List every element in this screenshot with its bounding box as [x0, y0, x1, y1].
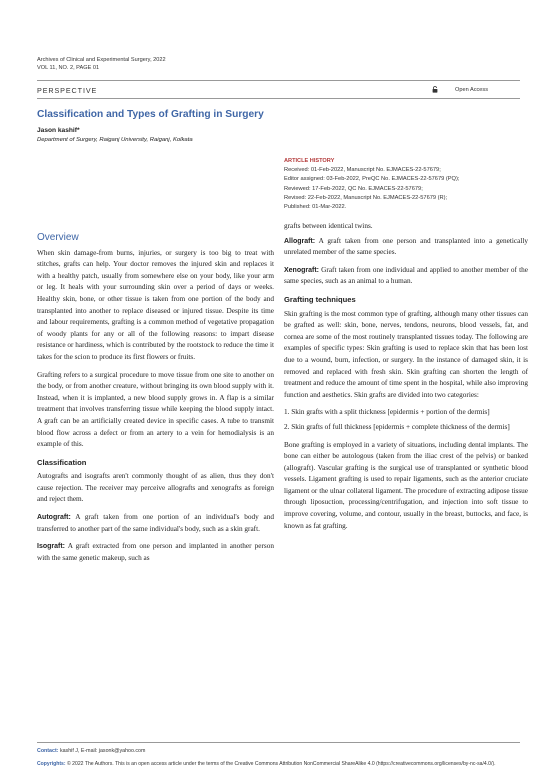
history-line: Revised: 22-Feb-2022, Manuscript No. EJMACES-22-57679 (R); [284, 194, 448, 201]
allograft-text: A graft taken from one person and transplanted into a genetically unrelated member of the same species. [284, 236, 528, 257]
section-label: PERSPECTIVE [37, 86, 98, 95]
isograft-term: Isograft: [37, 543, 65, 551]
xenograft-term: Xenograft: [284, 266, 319, 274]
journal-name: Archives of Clinical and Experimental Surgery, 2022 [37, 57, 166, 63]
history-line: Received: 01-Feb-2022, Manuscript No. EJMACES-22-57679; [284, 167, 441, 174]
isograft-text: A graft extracted from one person and implanted in another person with the same genetic makeup, such as [37, 542, 274, 562]
article-author: Jason kashif* [37, 127, 80, 134]
techniques-paragraph-2: Bone grafting is employed in a variety of situations, including dental implants. The bone can either be autologous (taken from the iliac crest of the pelvis) or banked (allograft). Vascular grafting is the surgical use of transplanted or synthetic blood vessels. Ligament grafting is used to repair ligaments, such as the anterior cruciate ligament or the ulnar collateral ligament. The procedure of extracting adipose tissue through liposuction, processing/centrifugation, and injection into soft tissue to improve covering, volume, and contour, usually in the breast, buttocks, and face, is known as fat grafting. [284, 440, 528, 530]
section-rule [37, 98, 520, 99]
autograft-paragraph [37, 512, 274, 535]
open-access-label: Open Access [455, 87, 488, 93]
overview-paragraph-2: Grafting refers to a surgical procedure to move tissue from one site to another on the body, or from another creature, without bringing its own blood supply with it. Instead, when it is implanted, a new blood supply grows in. A flap is a similar treatment that involves transferring tissue while keeping the blood supply intact. A graft can be an artificially created device in specific cases. A tube to transmit blood flow across a defect or from an artery to a vein for hemodialysis is an example of this. [37, 370, 274, 449]
autograft-term: Autograft: [37, 514, 71, 522]
techniques-heading: Grafting techniques [284, 294, 356, 304]
footer-copyright [37, 760, 532, 768]
classification-heading: Classification [37, 457, 87, 467]
footer-contact [37, 748, 145, 754]
history-line: Editor assigned: 03-Feb-2022, PreQC No. EJMACES-22-57679 (PQ); [284, 176, 460, 183]
list-item: 2. Skin grafts of full thickness [epidermis + complete thickness of the dermis] [284, 422, 510, 431]
isograft-paragraph [37, 541, 274, 564]
contact-label: Contact: [37, 748, 59, 754]
allograft-term: Allograft: [284, 237, 316, 245]
autograft-text: A graft taken from one portion of an individual's body and transferred to another part of the same individual's body, such as a skin graft. [37, 513, 274, 533]
journal-volume: VOL 11, NO. 2, PAGE 01 [37, 65, 100, 71]
contact-text: kashif J, E-mail: jasonk@yahoo.com [58, 748, 146, 754]
history-line: Published: 01-Mar-2022. [284, 204, 347, 211]
xenograft-text: Graft taken from one individual and applied to another member of the same species, such as an animal to a human. [284, 265, 528, 286]
overview-paragraph-1: When skin damage-from burns, injuries, or surgery is too big to treat with stitches, grafts can help. Your doctor removes the injured skin and replaces it with a healthy patch, usually from somewhere else on your body, like your arm or leg. It heals with your surrounding skin over a period of days or weeks. Healthy skin, bone, or other tissue is taken from one portion of the body and transplanted into another to replace diseased or injured tissue. Despite its time and labour requirements, grafting is a common method of vegetative propagation of woody plants for any or all of the following reasons: to impart disease resistance or hardiness, which is contributed by the rootstock to reduce the time it takes for the scion to produce its first flowers or fruits. [37, 248, 274, 361]
isograft-continuation: grafts between identical twins. [284, 222, 373, 230]
right-column [284, 221, 528, 538]
header-rule [37, 80, 520, 81]
article-title: Classification and Types of Grafting in Surgery [37, 109, 264, 120]
classification-paragraph: Autografts and isografts aren't commonly thought of as alien, thus they don't cause rejection. The receiver may perceive allografts and xenografts as foreign and reject them. [37, 472, 274, 504]
overview-heading: Overview [37, 232, 79, 243]
journal-info [37, 56, 166, 72]
xenograft-paragraph [284, 265, 528, 288]
copyright-label: Copyrights: [37, 761, 66, 767]
article-history [284, 157, 529, 212]
left-column [37, 232, 274, 570]
copyright-text: © 2022 The Authors. This is an open access article under the terms of the Creative Commons Attribution NonCommercial ShareAlike 4.0 (https://creativecommons.org/licenses/by-nc-sa/4.0/). [65, 761, 496, 767]
history-heading: ARTICLE HISTORY [284, 158, 335, 164]
techniques-paragraph-1: Skin grafting is the most common type of grafting, although many other tissues can be grafted as well: skin, bone, nerves, tendons, neurons, blood vessels, fat, and cornea are some of the most routinely transplanted tissues today. The following are examples of specific types: Skin grafting is used to replace skin that has been lost due to a wound, burn, infection, or surgery. In the instance of damaged skin, it is removed and replaced with fresh skin. Skin grafting can shorten the length of treatment and reduce the amount of time spent in the hospital, while also improving function and aesthetics. Skin grafts are divided into two categories: [284, 309, 528, 399]
article-affiliation: Department of Surgery, Raiganj University, Raiganj, Kolkata [37, 137, 193, 143]
allograft-paragraph [284, 236, 528, 259]
list-item: 1. Skin grafts with a split thickness [epidermis + portion of the dermis] [284, 408, 490, 417]
footer-rule [37, 742, 520, 743]
open-access-lock-icon [432, 86, 438, 93]
history-line: Reviewed: 17-Feb-2022, QC No. EJMACES-22-57679; [284, 185, 423, 192]
